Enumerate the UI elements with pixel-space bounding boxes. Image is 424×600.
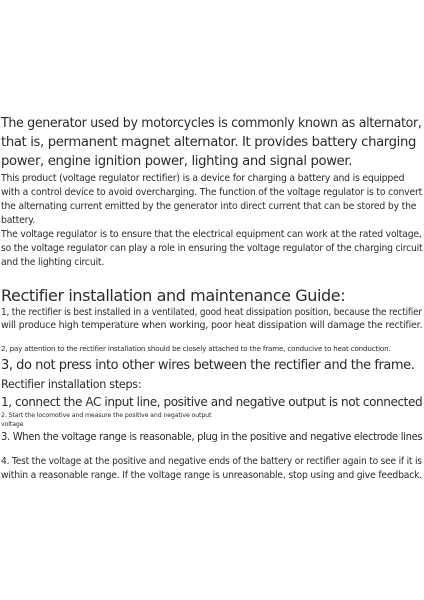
description-line-5: The voltage regulator is to ensure that the electrical equipment can work at the rated voltage,	[1, 229, 422, 240]
guide-item-2: 2, pay attention to the rectifier installation should be closely attached to the frame, conducive to heat conduction.	[1, 344, 391, 353]
guide-item-1-line-1: 1, the rectifier is best installed in a ventilated, good heat dissipation position, because the rectifier	[1, 307, 422, 318]
step-2-line-1: 2. Start the locomotive and measure the positive and negative output	[1, 412, 212, 419]
step-4-line-1: 4. Test the voltage at the positive and negative ends of the battery or rectifier again to see if it is	[1, 456, 422, 467]
description-line-3: the alternating current emitted by the generator into direct current that can be stored by the	[1, 201, 417, 212]
guide-heading: Rectifier installation and maintenance Guide:	[1, 286, 346, 305]
description-line-6: so the voltage regulator can play a role in ensuring the voltage regulator of the charging circuit	[1, 243, 423, 254]
step-4-line-2: within a reasonable range. If the voltage range is unreasonable, stop using and give feedback.	[1, 470, 423, 481]
step-3: 3. When the voltage range is reasonable, plug in the positive and negative electrode lines	[1, 431, 423, 443]
step-2-line-2: voltage	[1, 421, 24, 428]
intro-line-1: The generator used by motorcycles is commonly known as alternator,	[1, 116, 422, 131]
intro-line-2: that is, permanent magnet alternator. It provides battery charging	[1, 135, 417, 150]
guide-item-1-line-2: will produce high temperature when working, poor heat dissipation will damage the rectifier.	[1, 320, 423, 331]
intro-line-3: power, engine ignition power, lighting and signal power.	[1, 154, 353, 169]
description-line-2: with a control device to avoid overcharging. The function of the voltage regulator is to convert	[1, 187, 423, 198]
step-1: 1, connect the AC input line, positive and negative output is not connected	[1, 394, 423, 409]
steps-heading: Rectifier installation steps:	[1, 378, 142, 391]
description-line-1: This product (voltage regulator rectifier) is a device for charging a battery and is equipped	[1, 173, 405, 184]
guide-item-3: 3, do not press into other wires between the rectifier and the frame.	[1, 358, 415, 373]
description-line-7: and the lighting circuit.	[1, 257, 105, 268]
description-line-4: battery.	[1, 215, 35, 226]
